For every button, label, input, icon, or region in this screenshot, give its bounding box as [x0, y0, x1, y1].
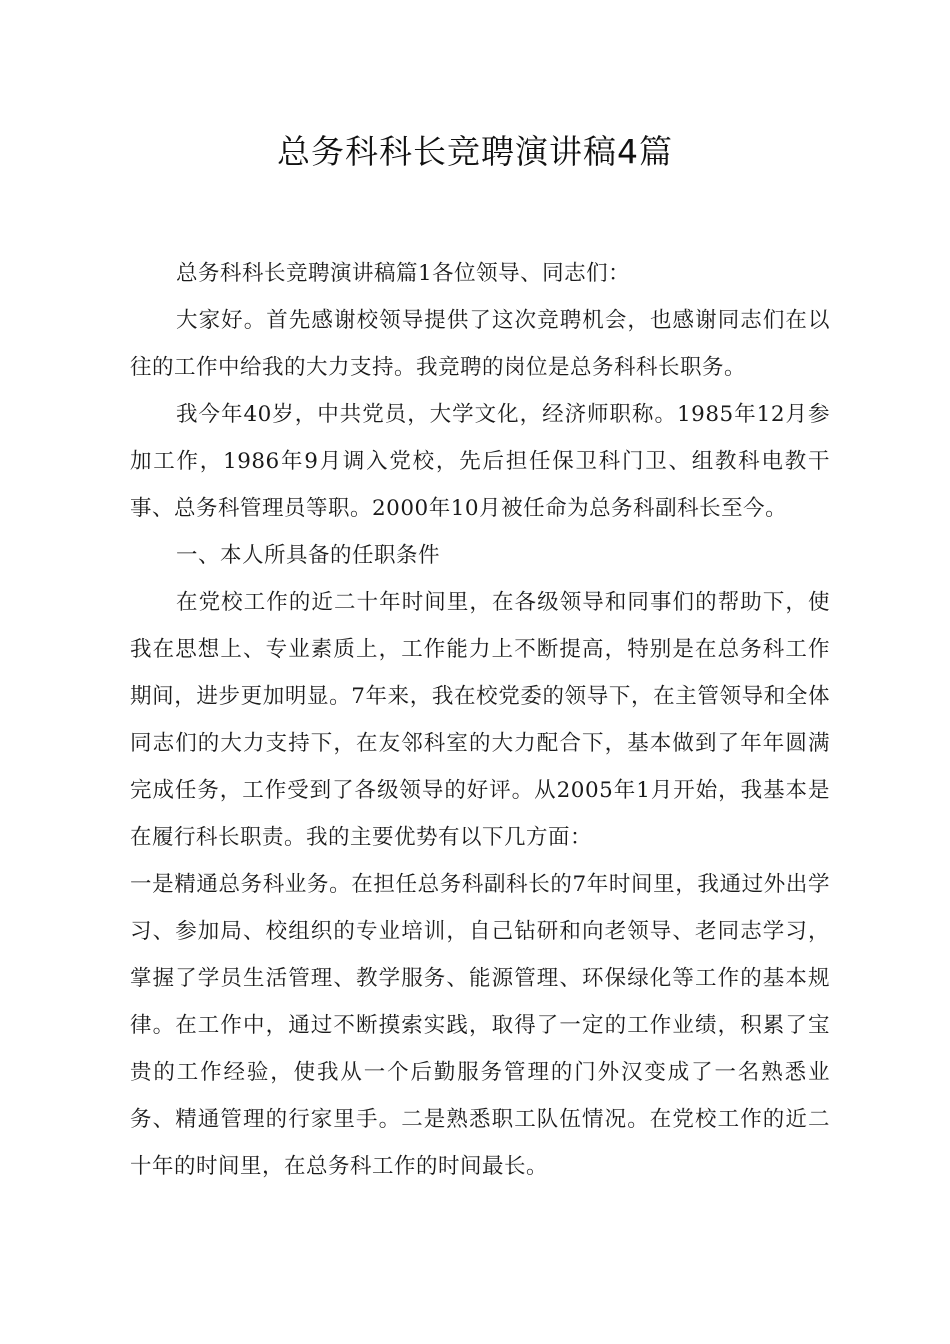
paragraph-qualifications: 在党校工作的近二十年时间里，在各级领导和同事们的帮助下，使我在思想上、专业素质上，工作能力上不断提高，特别是在总务科工作期间，进步更加明显。7年来，我在校党委的领导下，在主管领导和全体同志们的大力支持下，在友邻科室的大力配合下，基本做到了年年圆满完成任务，工作受到了各级领导的好评。从2005年1月开始，我基本是在履行科长职责。我的主要优势有以下几方面： [130, 590, 830, 850]
paragraph-self-intro: 我今年40岁，中共党员，大学文化，经济师职称。1985年12月参加工作，1986年9月调入党校，先后担任保卫科门卫、组教科电教干事、总务科管理员等职。2000年10月被任命为总务科副科长至今。 [130, 402, 830, 521]
document-body [130, 250, 830, 1190]
paragraph-thanks: 大家好。首先感谢校领导提供了这次竞聘机会，也感谢同志们在以往的工作中给我的大力支持。我竞聘的岗位是总务科科长职务。 [130, 308, 830, 380]
paragraph-greeting: 总务科科长竞聘演讲稿篇1各位领导、同志们： [176, 261, 631, 286]
document-title: 总务科科长竞聘演讲稿4篇 [277, 132, 673, 171]
section-heading: 一、本人所具备的任职条件 [176, 543, 441, 568]
paragraph-advantages: 一是精通总务科业务。在担任总务科副科长的7年时间里，我通过外出学习、参加局、校组织的专业培训，自己钻研和向老领导、老同志学习，掌握了学员生活管理、教学服务、能源管理、环保绿化等工作的基本规律。在工作中，通过不断摸索实践，取得了一定的工作业绩，积累了宝贵的工作经验，使我从一个后勤服务管理的门外汉变成了一名熟悉业务、精通管理的行家里手。二是熟悉职工队伍情况。在党校工作的近二十年的时间里，在总务科工作的时间最长。 [130, 872, 830, 1179]
